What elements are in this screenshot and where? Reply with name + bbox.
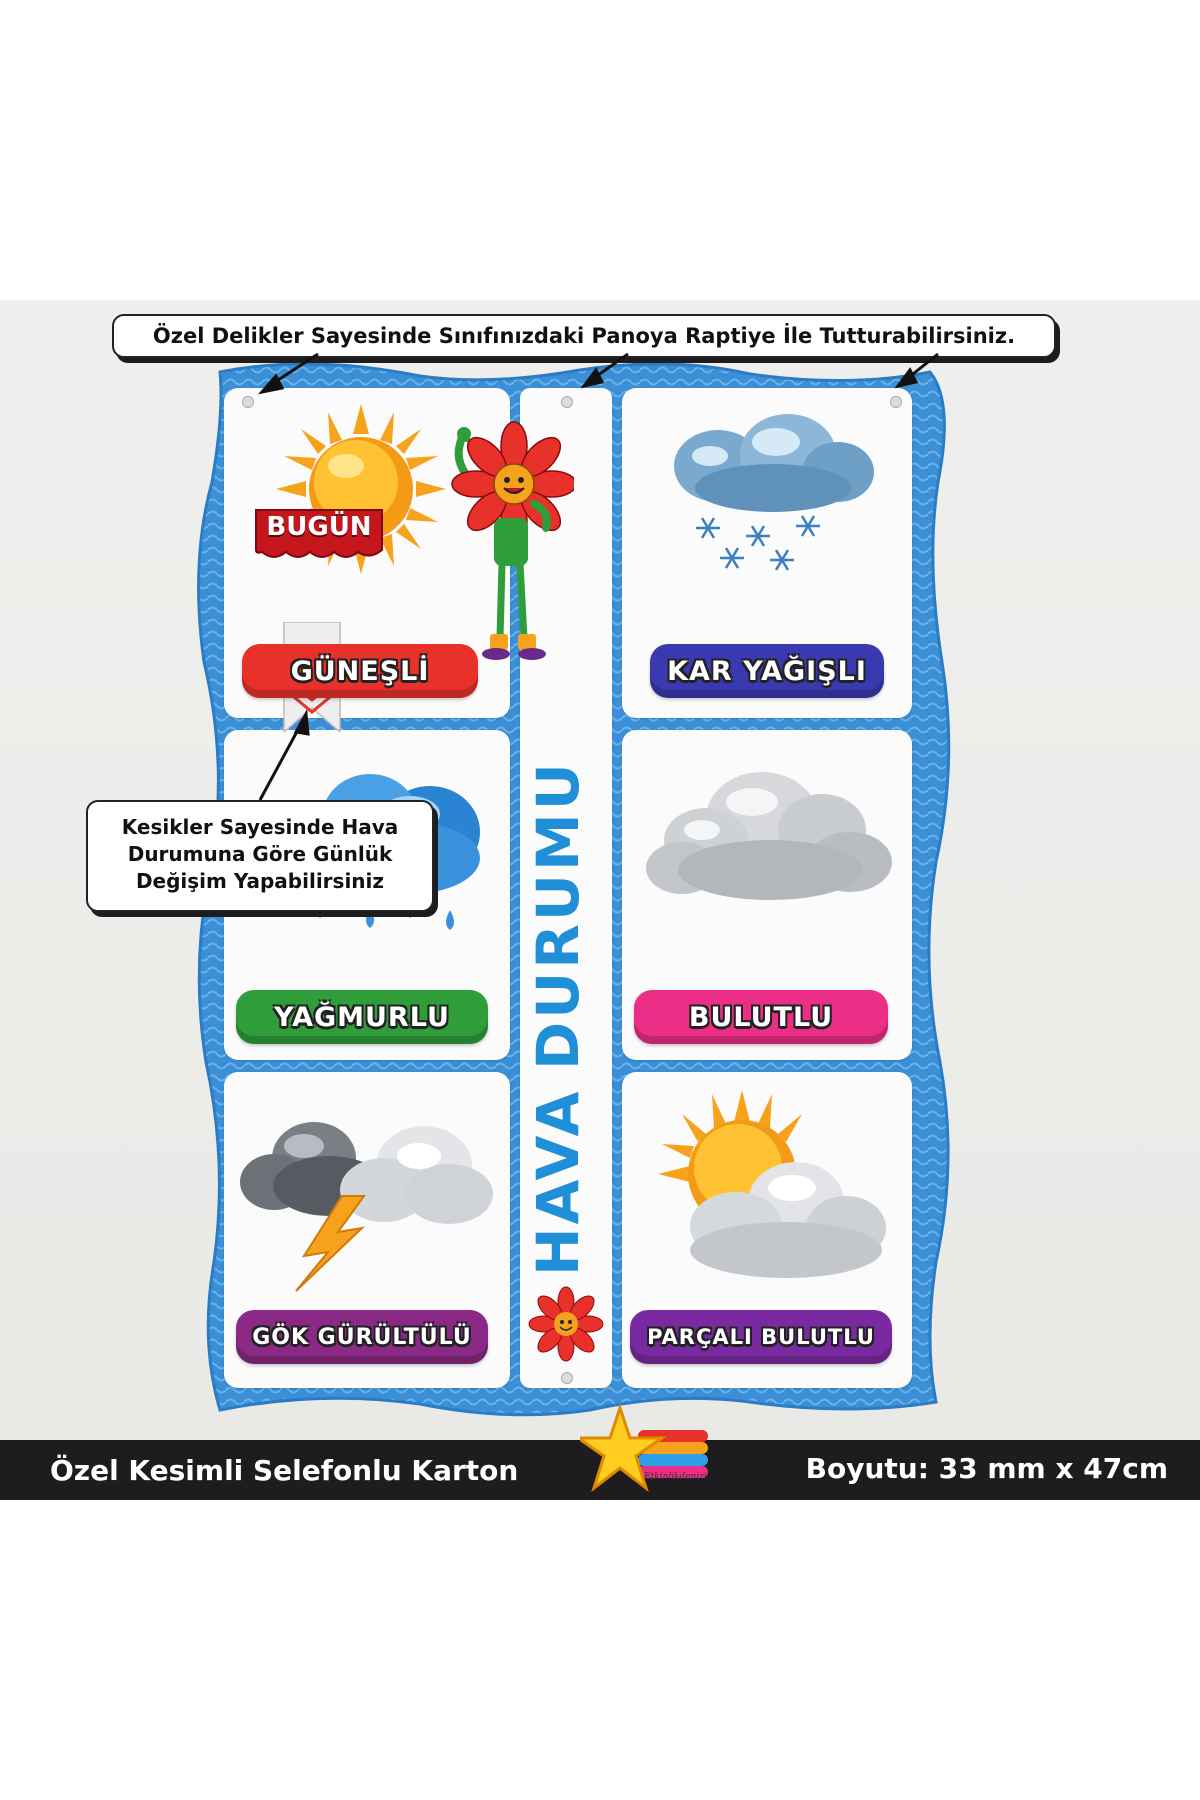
footer-right-text: Boyutu: 33 mm x 47cm	[805, 1452, 1168, 1485]
label-thunder: GÖK GÜRÜLTÜLÜ	[236, 1310, 488, 1364]
snow-cloud-icon	[658, 402, 878, 572]
pin-hole	[561, 1372, 573, 1384]
flower-character-icon	[434, 404, 574, 664]
callout-pin-holes: Özel Delikler Sayesinde Sınıfınızdaki Panoya Raptiye İle Tutturabilirsiniz.	[112, 314, 1056, 358]
pin-hole	[890, 396, 902, 408]
pin-hole	[242, 396, 254, 408]
thunder-cloud-icon	[234, 1086, 504, 1296]
label-partly-cloudy: PARÇALI BULUTLU	[630, 1310, 892, 1364]
partly-cloudy-icon	[646, 1090, 896, 1290]
footer-left-text: Özel Kesimli Selefonlu Karton	[50, 1454, 519, 1487]
callout-cuts: Kesikler Sayesinde Hava Durumuna Göre Günlük Değişim Yapabilirsiniz	[86, 800, 434, 912]
star-logo-icon	[580, 1400, 730, 1510]
label-snowy: KAR YAĞIŞLI	[650, 644, 884, 698]
poster-title-word1: HAVA	[524, 1088, 592, 1276]
today-label: BUGÜN	[266, 512, 372, 542]
label-cloudy: BULUTLU	[634, 990, 888, 1044]
poster-title	[516, 740, 606, 1300]
brand-logo-text: Etkinlikdenizi	[644, 1472, 707, 1482]
label-sunny: GÜNEŞLİ	[242, 644, 478, 698]
poster-title-word2: DURUMU	[524, 760, 592, 1070]
brand-logo	[580, 1400, 730, 1510]
cloud-icon	[642, 758, 898, 908]
label-rainy: YAĞMURLU	[236, 990, 488, 1044]
